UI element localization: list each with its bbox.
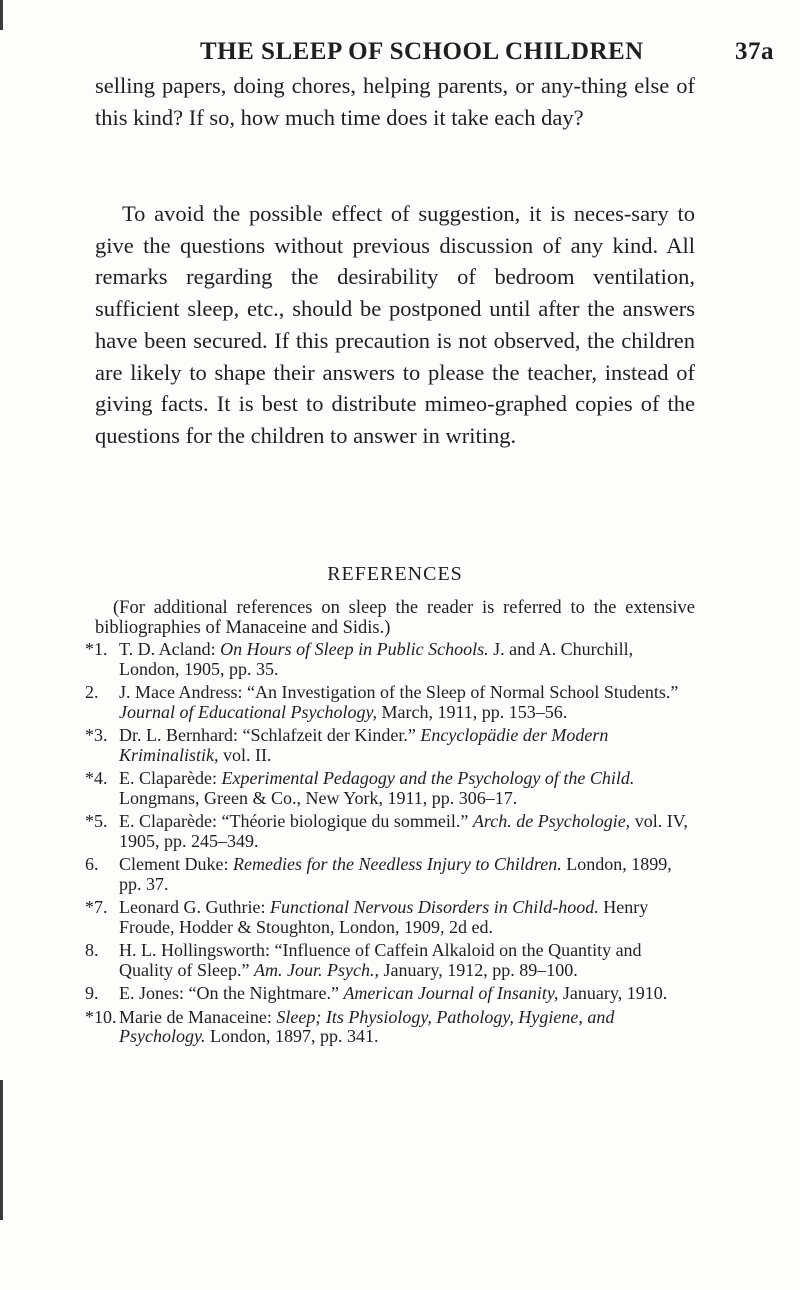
reference-text: London, 1897, pp. 341. [205, 1026, 379, 1046]
running-head-title: THE SLEEP OF SCHOOL CHILDREN [200, 38, 644, 65]
reference-text: H. L. Hollingsworth: “Influence of Caffein Alkaloid on the Quantity and Quality of Sleep.” [119, 940, 642, 980]
reference-title: Arch. de Psychologie, [472, 811, 631, 831]
reference-text: March, 1911, pp. 153–56. [376, 701, 568, 722]
references-note: (For additional references on sleep the reader is referred to the extensive bibliographies of Manaceine and Sidis.) [95, 598, 695, 638]
reference-text: vol. II. [218, 744, 272, 765]
reference-item [85, 811, 695, 851]
reference-title: Journal of Educational Psychology, [119, 701, 377, 722]
page-number: 37a [735, 38, 774, 65]
reference-number: 6. [85, 854, 99, 874]
reference-title: Encyclopädie der Modern Kriminalistik, [119, 725, 609, 765]
reference-item [85, 768, 695, 808]
reference-item [85, 940, 695, 980]
reference-item [85, 854, 695, 894]
reference-number: *5. [85, 811, 108, 831]
reference-item [85, 897, 695, 937]
reference-item [85, 725, 695, 765]
reference-text: E. Jones: “On the Nightmare.” [119, 983, 344, 1003]
reference-title: On Hours of Sleep in Public Schools. [220, 639, 489, 659]
reference-list [85, 639, 695, 1051]
reference-text: Longmans, Green & Co., New York, 1911, pp. 306–17. [119, 787, 518, 808]
scan-edge-mark [0, 0, 3, 30]
reference-title: Am. Jour. Psych., [253, 959, 379, 980]
reference-item [85, 682, 695, 722]
reference-text: vol. IV, 1905, pp. 245–349. [119, 811, 688, 851]
reference-number: *4. [85, 768, 108, 788]
reference-text: Henry Froude, Hodder & Stoughton, London, 1909, 2d ed. [119, 897, 649, 937]
reference-title: American Journal of Insanity, [343, 983, 559, 1003]
references-heading: REFERENCES [327, 563, 463, 585]
reference-number: 8. [85, 940, 99, 960]
reference-number: 2. [85, 682, 99, 702]
reference-text: Leonard G. Guthrie: [119, 897, 270, 917]
reference-title: Experimental Pedagogy and the Psychology of the Child. [221, 768, 635, 788]
reference-text: January, 1910. [558, 983, 668, 1003]
reference-item [85, 1006, 695, 1047]
reference-text: T. D. Acland: [119, 639, 221, 659]
reference-item [85, 639, 695, 679]
scan-edge-mark [0, 1080, 3, 1220]
paragraph: selling papers, doing chores, helping parents, or any-thing else of this kind? If so, how much time does it take each day? [95, 73, 695, 130]
reference-text: E. Claparède: “Théorie biologique du sommeil.” [119, 811, 473, 831]
reference-text: Marie de Manaceine: [119, 1006, 277, 1027]
reference-title: Remedies for the Needless Injury to Children. [232, 854, 562, 874]
reference-item [85, 983, 695, 1004]
reference-text: Clement Duke: [119, 854, 233, 874]
reference-text: J. and A. Churchill, London, 1905, pp. 35. [119, 639, 634, 679]
running-head [200, 38, 800, 66]
reference-title: Functional Nervous Disorders in Child-hood. [269, 897, 599, 917]
reference-number: 9. [85, 983, 99, 1003]
reference-text: London, 1899, pp. 37. [119, 854, 672, 894]
reference-number: *3. [85, 725, 108, 745]
reference-text: E. Claparède: [119, 768, 222, 788]
reference-title: Sleep; Its Physiology, Pathology, Hygiene, and Psychology. [119, 1006, 615, 1046]
reference-number: *7. [85, 897, 108, 917]
paragraph: To avoid the possible effect of suggestion, it is neces-sary to give the questions without previous discussion of any kind. All remarks regarding the desirability of bedroom ventilation, sufficient sleep, etc., should be postponed until after the answers have been secured. If this precaution is not observed, the children are likely to shape their answers to please the teacher, instead of giving facts. It is best to distribute mimeo-graphed copies of the questions for the children to answer in writing. [95, 201, 695, 448]
reference-text: Dr. L. Bernhard: “Schlafzeit der Kinder.” [119, 725, 421, 745]
reference-text: January, 1912, pp. 89–100. [378, 959, 578, 980]
reference-number: *10. [85, 1006, 117, 1027]
reference-number: *1. [85, 639, 108, 659]
reference-text: J. Mace Andress: “An Investigation of the Sleep of Normal School Students.” [119, 682, 679, 702]
